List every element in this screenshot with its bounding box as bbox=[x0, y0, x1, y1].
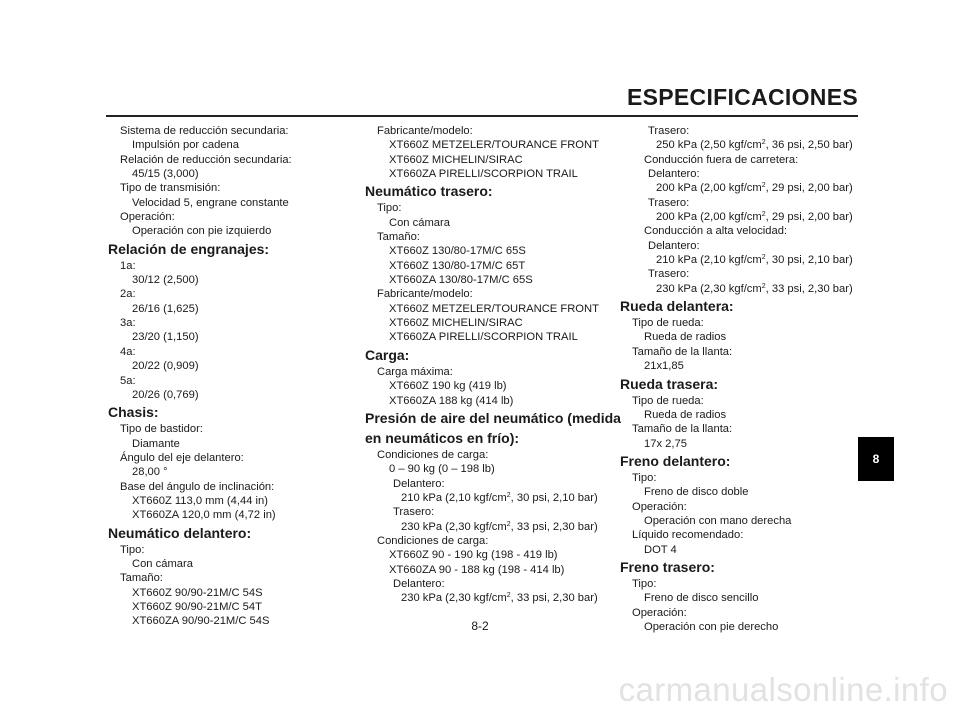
spec-line: Relación de reducción secundaria: bbox=[120, 153, 292, 166]
spec-line: XT660Z 113,0 mm (4,44 in) bbox=[132, 494, 268, 507]
spec-line: Tipo de bastidor: bbox=[120, 423, 203, 436]
section-heading: Carga: bbox=[365, 346, 410, 363]
spec-line: Tamaño: bbox=[377, 231, 420, 244]
spec-line: Rueda de radios bbox=[644, 331, 727, 344]
spec-line: XT660ZA PIRELLI/SCORPION TRAIL bbox=[389, 331, 578, 344]
spec-line: Tipo de rueda: bbox=[632, 317, 704, 330]
spec-line: 0 – 90 kg (0 – 198 lb) bbox=[389, 463, 495, 476]
spec-line: Tipo: bbox=[632, 471, 657, 484]
page-number: 8-2 bbox=[471, 619, 489, 633]
spec-line: Impulsión por cadena bbox=[132, 139, 239, 152]
section-heading: Neumático delantero: bbox=[108, 524, 252, 541]
spec-line: 21x1,85 bbox=[644, 360, 684, 373]
spec-column-3 bbox=[620, 124, 870, 634]
spec-line: Operación: bbox=[120, 211, 175, 224]
spec-line: 17x 2,75 bbox=[644, 437, 687, 450]
spec-line: Tipo: bbox=[632, 577, 657, 590]
section-heading: Presión de aire del neumático (medida bbox=[365, 409, 621, 426]
chapter-tab[interactable]: 8 bbox=[858, 437, 894, 481]
spec-line: XT660Z 90 - 190 kg (198 - 419 lb) bbox=[389, 549, 558, 562]
spec-line: XT660ZA 120,0 mm (4,72 in) bbox=[132, 509, 276, 522]
spec-line: Base del ángulo de inclinación: bbox=[120, 480, 275, 493]
page-title: ESPECIFICACIONES bbox=[626, 84, 858, 110]
spec-column-2 bbox=[365, 124, 621, 606]
spec-line: Tipo: bbox=[377, 202, 402, 215]
spec-line: Conducción fuera de carretera: bbox=[644, 153, 799, 166]
spec-line: Tamaño: bbox=[120, 572, 163, 585]
spec-line: Operación con pie izquierdo bbox=[132, 225, 272, 238]
section-heading: Freno delantero: bbox=[620, 452, 731, 469]
spec-line: Trasero: bbox=[393, 506, 435, 519]
spec-line: 210 kPa (2,10 kgf/$cm^2$, 30 psi, 2,10 bar) bbox=[656, 254, 853, 267]
spec-line: 23/20 (1,150) bbox=[132, 331, 199, 344]
spec-line: Con cámara bbox=[389, 216, 450, 229]
spec-line: XT660Z MICHELIN/SIRAC bbox=[389, 317, 523, 330]
spec-line: Rueda de radios bbox=[644, 408, 727, 421]
spec-line: Operación con mano derecha bbox=[644, 514, 792, 527]
section-heading: Relación de engranajes: bbox=[108, 240, 270, 257]
spec-line: XT660ZA 90/90-21M/C 54S bbox=[132, 615, 270, 628]
spec-line: 5a: bbox=[120, 374, 136, 387]
header-divider bbox=[106, 115, 858, 117]
spec-line: Velocidad 5, engrane constante bbox=[132, 196, 289, 209]
spec-line: Diamante bbox=[132, 437, 180, 450]
spec-line: XT660Z 190 kg (419 lb) bbox=[389, 380, 507, 393]
spec-line: Tamaño de la llanta: bbox=[632, 423, 733, 436]
section-heading: Neumático trasero: bbox=[365, 183, 493, 200]
spec-line: XT660ZA 90 - 188 kg (198 - 414 lb) bbox=[389, 563, 565, 576]
spec-line: XT660Z 130/80-17M/C 65T bbox=[389, 259, 526, 272]
spec-line: 30/12 (2,500) bbox=[132, 274, 199, 287]
spec-line: XT660ZA 130/80-17M/C 65S bbox=[389, 274, 533, 287]
section-heading: Freno trasero: bbox=[620, 558, 715, 575]
spec-line: XT660Z METZELER/TOURANCE FRONT bbox=[389, 302, 599, 315]
spec-line: 200 kPa (2,00 kgf/$cm^2$, 29 psi, 2,00 bar) bbox=[656, 182, 853, 195]
spec-line: Delantero: bbox=[393, 477, 445, 490]
spec-line: Líquido recomendado: bbox=[632, 529, 744, 542]
spec-column-1 bbox=[108, 124, 358, 629]
spec-line: Tipo: bbox=[120, 543, 145, 556]
spec-line: 2a: bbox=[120, 288, 136, 301]
spec-line: Fabricante/modelo: bbox=[377, 125, 473, 137]
spec-line: 250 kPa (2,50 kgf/$cm^2$, 36 psi, 2,50 bar) bbox=[656, 139, 853, 152]
section-heading: Chasis: bbox=[108, 404, 159, 421]
spec-line: XT660Z 130/80-17M/C 65S bbox=[389, 245, 526, 258]
spec-line: Operación: bbox=[632, 606, 687, 619]
spec-line: XT660ZA PIRELLI/SCORPION TRAIL bbox=[389, 168, 578, 181]
spec-line: 3a: bbox=[120, 317, 136, 330]
spec-line: Ángulo del eje delantero: bbox=[120, 451, 244, 464]
spec-line: Trasero: bbox=[648, 196, 690, 209]
spec-line: XT660Z 90/90-21M/C 54T bbox=[132, 600, 262, 613]
spec-line: XT660ZA 188 kg (414 lb) bbox=[389, 394, 514, 407]
spec-line: Tipo de transmisión: bbox=[120, 182, 221, 195]
spec-line: Tamaño de la llanta: bbox=[632, 345, 733, 358]
spec-line: 20/22 (0,909) bbox=[132, 360, 199, 373]
spec-line: 20/26 (0,769) bbox=[132, 388, 199, 401]
section-heading: Rueda delantera: bbox=[620, 298, 734, 315]
spec-line: Condiciones de carga: bbox=[377, 534, 489, 547]
section-heading: Rueda trasera: bbox=[620, 375, 719, 392]
spec-line: Delantero: bbox=[393, 577, 445, 590]
spec-line: Con cámara bbox=[132, 557, 193, 570]
spec-line: Freno de disco doble bbox=[644, 486, 749, 499]
spec-line: Conducción a alta velocidad: bbox=[644, 225, 788, 238]
spec-line: 210 kPa (2,10 kgf/$cm^2$, 30 psi, 2,10 bar) bbox=[401, 491, 598, 504]
spec-line: Operación con pie derecho bbox=[644, 620, 779, 633]
spec-line: Operación: bbox=[632, 500, 687, 513]
spec-line: Trasero: bbox=[648, 268, 690, 281]
spec-line: Carga máxima: bbox=[377, 365, 453, 378]
spec-line: 1a: bbox=[120, 259, 136, 272]
watermark: carmanualsonline.info bbox=[618, 671, 948, 708]
spec-line: XT660Z MICHELIN/SIRAC bbox=[389, 153, 523, 166]
spec-line: Sistema de reducción secundaria: bbox=[120, 125, 289, 137]
spec-line: 4a: bbox=[120, 345, 136, 358]
spec-line: 45/15 (3,000) bbox=[132, 168, 199, 181]
spec-line: Delantero: bbox=[648, 239, 700, 252]
spec-line: 28,00 ° bbox=[132, 466, 168, 479]
spec-line: Tipo de rueda: bbox=[632, 394, 704, 407]
spec-line: XT660Z 90/90-21M/C 54S bbox=[132, 586, 263, 599]
spec-line: 200 kPa (2,00 kgf/$cm^2$, 29 psi, 2,00 bar) bbox=[656, 211, 853, 224]
spec-line: 230 kPa (2,30 kgf/$cm^2$, 33 psi, 2,30 bar) bbox=[656, 282, 853, 295]
spec-line: Freno de disco sencillo bbox=[644, 592, 759, 605]
spec-line: 230 kPa (2,30 kgf/$cm^2$, 33 psi, 2,30 bar) bbox=[401, 520, 598, 533]
section-heading: en neumáticos en frío): bbox=[365, 429, 520, 446]
spec-line: DOT 4 bbox=[644, 543, 677, 556]
spec-line: Condiciones de carga: bbox=[377, 448, 489, 461]
spec-line: 230 kPa (2,30 kgf/$cm^2$, 33 psi, 2,30 bar) bbox=[401, 592, 598, 605]
spec-line: Fabricante/modelo: bbox=[377, 288, 473, 301]
spec-line: XT660Z METZELER/TOURANCE FRONT bbox=[389, 139, 599, 152]
spec-line: Trasero: bbox=[648, 125, 690, 137]
spec-line: Delantero: bbox=[648, 168, 700, 181]
spec-line: 26/16 (1,625) bbox=[132, 302, 199, 315]
